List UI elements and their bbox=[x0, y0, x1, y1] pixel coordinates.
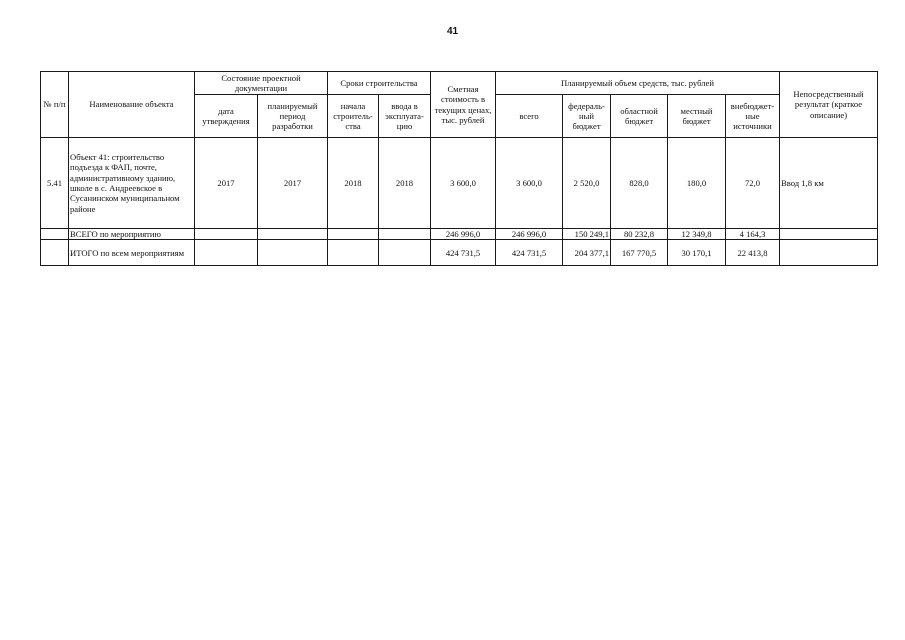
header-regional: областной бюджет bbox=[611, 95, 668, 138]
subtotal-row bbox=[41, 229, 878, 240]
subtotal-empty-1 bbox=[195, 229, 258, 240]
grand-total-total: 424 731,5 bbox=[496, 240, 563, 266]
row-total: 3 600,0 bbox=[496, 138, 563, 229]
page-number: 41 bbox=[446, 26, 459, 37]
subtotal-total: 246 996,0 bbox=[496, 229, 563, 240]
grand-total-empty-4 bbox=[379, 240, 431, 266]
subtotal-federal: 150 249,1 bbox=[563, 229, 611, 240]
header-total: всего bbox=[496, 95, 563, 138]
row-extra-budget: 72,0 bbox=[726, 138, 780, 229]
row-result: Ввод 1,8 км bbox=[780, 138, 878, 229]
row-commissioning: 2018 bbox=[379, 138, 431, 229]
grand-total-empty-2 bbox=[258, 240, 328, 266]
grand-total-result-empty bbox=[780, 240, 878, 266]
header-extra-budget: внебюджет-ные источники bbox=[726, 95, 780, 138]
header-approval-date: дата утверждения bbox=[195, 95, 258, 138]
row-start: 2018 bbox=[328, 138, 379, 229]
table-row bbox=[41, 138, 878, 229]
grand-total-empty-1 bbox=[195, 240, 258, 266]
subtotal-empty-4 bbox=[379, 229, 431, 240]
subtotal-local: 12 349,8 bbox=[668, 229, 726, 240]
subtotal-estimated-cost: 246 996,0 bbox=[431, 229, 496, 240]
subtotal-empty-3 bbox=[328, 229, 379, 240]
row-planned-period: 2017 bbox=[258, 138, 328, 229]
subtotal-regional: 80 232,8 bbox=[611, 229, 668, 240]
header-construction-terms: Сроки строительства bbox=[328, 72, 431, 95]
grand-total-local: 30 170,1 bbox=[668, 240, 726, 266]
grand-total-num-empty bbox=[41, 240, 69, 266]
grand-total-regional: 167 770,5 bbox=[611, 240, 668, 266]
subtotal-num-empty bbox=[41, 229, 69, 240]
grand-total-empty-3 bbox=[328, 240, 379, 266]
header-num: № п/п bbox=[41, 72, 69, 138]
header-local: местный бюджет bbox=[668, 95, 726, 138]
header-planned-period: планируемый период разработки bbox=[258, 95, 328, 138]
header-object-name: Наименование объекта bbox=[69, 72, 195, 138]
grand-total-label: ИТОГО по всем мероприятиям bbox=[69, 240, 195, 266]
grand-total-row bbox=[41, 240, 878, 266]
row-approval-date: 2017 bbox=[195, 138, 258, 229]
header-row-1 bbox=[41, 72, 878, 95]
header-federal: федераль-ный бюджет bbox=[563, 95, 611, 138]
header-result: Непосредственный результат (краткое описание) bbox=[780, 72, 878, 138]
subtotal-empty-2 bbox=[258, 229, 328, 240]
header-planned-funds: Планируемый объем средств, тыс. рублей bbox=[496, 72, 780, 95]
row-local: 180,0 bbox=[668, 138, 726, 229]
grand-total-extra-budget: 22 413,8 bbox=[726, 240, 780, 266]
row-federal: 2 520,0 bbox=[563, 138, 611, 229]
header-start: начала строитель-ства bbox=[328, 95, 379, 138]
row-estimated-cost: 3 600,0 bbox=[431, 138, 496, 229]
row-regional: 828,0 bbox=[611, 138, 668, 229]
subtotal-label: ВСЕГО по мероприятию bbox=[69, 229, 195, 240]
subtotal-result-empty bbox=[780, 229, 878, 240]
grand-total-federal: 204 377,1 bbox=[563, 240, 611, 266]
header-project-docs: Состояние проектной документации bbox=[195, 72, 328, 95]
subtotal-extra-budget: 4 164,3 bbox=[726, 229, 780, 240]
row-object-name: Объект 41: строительство подъезда к ФАП, почте, административному зданию, школе в с. Андреевское в Сусанинском муниципальном районе bbox=[69, 138, 195, 229]
funding-table bbox=[40, 71, 878, 266]
grand-total-estimated-cost: 424 731,5 bbox=[431, 240, 496, 266]
header-estimated-cost: Сметная стоимость в текущих ценах, тыс. рублей bbox=[431, 72, 496, 138]
row-num: 5.41 bbox=[41, 138, 69, 229]
header-commissioning: ввода в эксплуата-цию bbox=[379, 95, 431, 138]
